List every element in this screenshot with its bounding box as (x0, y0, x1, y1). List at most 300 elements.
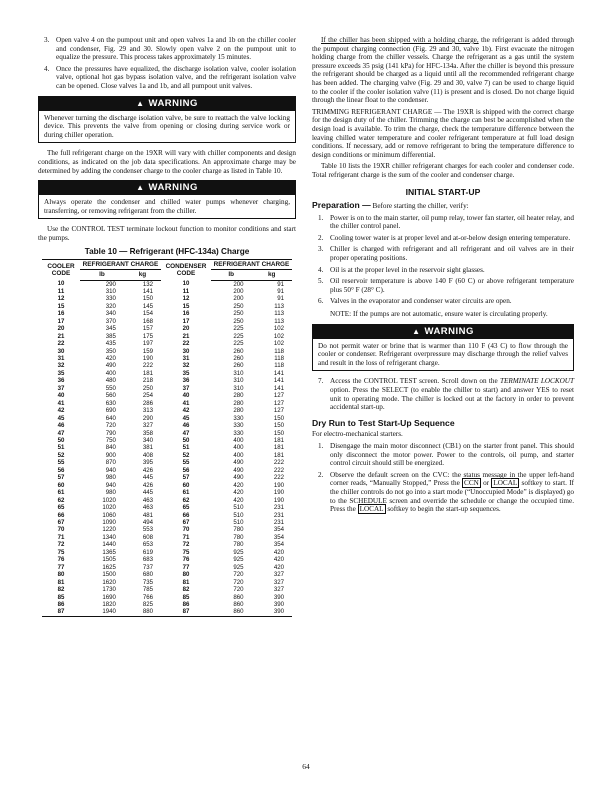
charge-lb-cell: 1020 (102, 504, 116, 512)
charge-kg-cell: 118 (274, 355, 284, 363)
charge-lb-cell: 290 (105, 280, 116, 288)
charge-lb-cell: 870 (105, 459, 116, 467)
charge-kg-cell: 463 (142, 496, 153, 504)
charge-lb-cell: 490 (233, 474, 244, 482)
dry-run-intro: For electro-mechanical starters. (312, 430, 403, 439)
cooler-code-cell: 66 (57, 511, 65, 519)
charge-lb-cell: 860 (211, 608, 252, 616)
charge-kg-cell: 735 (142, 578, 153, 586)
cooler-code-cell: 62 (57, 496, 65, 504)
cooler-code-cell: 12 (57, 295, 65, 303)
charge-lb-cell: 1730 (102, 586, 116, 594)
condenser-code-cell: 82 (182, 586, 190, 594)
list-item: 2. Observe the default screen on the CVC: the status message in the upper left-hand corner reads, “Manually Stopped,” Press the CCN or LOCAL softkey to start. If the chiller controls do not go into a start mode (“Unoccupied Mode” is displayed) go to the SCHEDULE screen and override the schedule or change the occupied time. Press the LOCAL softkey to begin the start-up sequences. (318, 470, 574, 514)
charge-lb-cell: 1940 (80, 608, 124, 616)
dry-run-heading: Dry Run to Test Start-Up Sequence (312, 417, 455, 428)
cooler-code-cell: 67 (57, 519, 65, 526)
cooler-code-cell: 41 (57, 399, 65, 407)
charge-lb-cell: 435 (105, 340, 116, 348)
charge-kg-cell: 358 (142, 429, 153, 437)
charge-lb-cell: 630 (105, 399, 116, 407)
charge-lb-cell: 1090 (102, 519, 116, 526)
charge-lb-cell: 310 (233, 384, 244, 392)
charge-kg-cell: 327 (142, 422, 153, 430)
cooler-code-cell: 11 (57, 287, 65, 295)
cooler-code-cell: 80 (57, 571, 65, 579)
charge-kg-cell: 608 (142, 533, 153, 541)
table-row (42, 519, 292, 526)
charge-kg-cell: 390 (251, 608, 292, 616)
charge-lb-cell: 420 (233, 496, 244, 504)
charge-lb-cell: 780 (233, 541, 244, 549)
condenser-code-cell: 72 (182, 541, 190, 549)
cooler-code-cell: 65 (57, 504, 65, 512)
holding-charge-paragraph: If the chiller has been shipped with a holding charge, the refrigerant is added through the pumpout charging connection (Fig. 29 and 30, valve 1b). First evacuate the nitrogen holding charge from the chiller vessels. Charge the refrigerant as a gas until the system pressure exceeds 35 psig (141 kPa) for HFC-134a. After the chiller is beyond this pressure the refrigerant should be charged as a liquid until all the recommended refrigerant charge has been added. The charging valve (Fig. 29 and 30, valve 7) can be used to charge liquid to the cooler if the cooler isolation valve (11) is present and is closed. Do not charge liquid through the linear float to the condenser. (312, 36, 575, 105)
charge-lb-cell: 340 (105, 310, 116, 318)
charge-lb-cell: 860 (233, 593, 244, 601)
charge-lb-cell: 720 (233, 586, 244, 594)
table-row (42, 459, 292, 466)
table-row (42, 280, 292, 288)
table-row (42, 556, 292, 563)
list-item: 4. Once the pressures have equalized, the discharge isolation valve, cooler isolation valve, optional hot gas bypass isolation valve, and the refrigerant isolation valve can be opened. Close valves 1a and 1b, and all pumpout unit valves. (44, 64, 296, 90)
charge-kg-cell: 150 (273, 414, 284, 422)
condenser-code-cell: 21 (182, 332, 190, 340)
charge-lb-cell: 550 (105, 384, 116, 392)
step-seven-list (312, 377, 574, 411)
charge-lb-cell: 420 (105, 355, 116, 363)
charge-kg-cell: 737 (142, 563, 153, 571)
cooler-code-cell: 47 (57, 429, 65, 437)
charge-lb-cell: 330 (105, 295, 116, 303)
cooler-code-cell: 32 (57, 362, 65, 370)
table-row (42, 362, 292, 369)
charge-kg-cell: 181 (142, 369, 153, 377)
charge-lb-cell: 925 (233, 556, 244, 564)
control-test-paragraph: Use the CONTROL TEST terminate lockout function to monitor conditions and start the pumps. (38, 225, 296, 242)
condenser-code-cell: 10 (182, 280, 190, 288)
table-row (42, 549, 292, 556)
charge-lb-cell: 330 (233, 429, 244, 437)
charge-lb-cell: 330 (233, 414, 244, 422)
table-row (42, 340, 292, 347)
cooler-code-cell: 55 (57, 459, 65, 467)
cooler-code-cell: 42 (57, 407, 65, 415)
charge-kg-cell: 390 (273, 600, 284, 608)
warning-box-isolation-valve (38, 96, 296, 144)
charge-kg-cell: 395 (142, 459, 153, 467)
condenser-code-cell: 66 (182, 511, 190, 519)
charge-kg-cell: 181 (273, 444, 284, 452)
cooler-code-cell: 51 (57, 444, 65, 452)
charge-kg-cell: 420 (273, 556, 284, 564)
charge-kg-cell: 390 (273, 593, 284, 601)
charge-lb-cell: 1500 (102, 571, 116, 579)
charge-kg-cell: 222 (273, 459, 284, 467)
charge-kg-cell: 141 (273, 369, 284, 377)
charge-lb-cell: 510 (233, 519, 244, 526)
condenser-code-cell: 51 (182, 444, 190, 452)
table-row (42, 400, 292, 407)
charge-lb-cell: 400 (233, 451, 244, 459)
list-item: 1. Power is on to the main starter, oil pump relay, tower fan starter, oil heater relay, and the chiller control panel. (318, 213, 574, 231)
table-row (42, 348, 292, 355)
condenser-code-cell: 40 (182, 392, 190, 400)
cooler-code-cell: 45 (57, 414, 65, 422)
condenser-code-cell: 50 (182, 437, 190, 445)
table-row (42, 325, 292, 332)
table-row (42, 295, 292, 302)
list-item: 7. Access the CONTROL TEST screen. Scroll down on the TERMINATE LOCKOUT option. Press the SELECT (to enable the chiller to start) and answer YES to reset unit to operating mode. The chiller is locked out at the factory in order to prevent accidental start-up. (318, 377, 574, 412)
charge-lb-cell: 490 (105, 362, 116, 370)
charge-kg-cell: 327 (273, 578, 284, 586)
charge-lb-cell: 1340 (102, 533, 116, 541)
charge-lb-cell: 1365 (102, 548, 116, 556)
charge-kg-cell: 141 (273, 377, 284, 385)
charge-lb-cell: 690 (105, 407, 116, 415)
charge-lb-cell: 750 (105, 437, 116, 445)
charge-kg-cell: 154 (142, 310, 153, 318)
charge-lb-cell: 400 (233, 437, 244, 445)
charge-lb-cell: 980 (105, 474, 116, 482)
charge-lb-cell: 720 (233, 578, 244, 586)
charge-kg-cell: 175 (142, 332, 153, 340)
charge-kg-cell: 445 (142, 489, 153, 497)
section-title-initial-start-up: INITIAL START-UP (405, 186, 481, 197)
warning-box-water-temperature (312, 324, 574, 372)
charge-lb-cell: 250 (233, 302, 244, 310)
table-row (42, 310, 292, 317)
trimming-paragraph: TRIMMING REFRIGERANT CHARGE — The 19XR is shipped with the correct charge for the design duty of the chiller. Trimming the charge can best be accomplished when the design load is available. To trim the charge, check the temperature difference between the leaving chilled water temperature and cooler refrigerant temperature at full load design conditions. If necessary, add or remove refrigerant to bring the temperature difference to design conditions or minimum differential. (312, 107, 574, 159)
charge-kg-cell: 680 (142, 571, 153, 579)
warning-box-pumps (38, 180, 296, 219)
charge-kg-cell: 354 (273, 526, 284, 534)
list-item: 1. Disengage the main motor disconnect (CB1) on the starter front panel. This should only disconnect the motor power. Power to the controls, oil pump, and starter control circuit should still be energized. (318, 441, 574, 468)
cooler-code-cell: 36 (57, 377, 65, 385)
charge-kg-cell: 150 (273, 422, 284, 430)
cooler-code-cell: 46 (57, 422, 65, 430)
table-row (42, 333, 292, 340)
charge-kg-cell: 290 (142, 414, 153, 422)
charge-kg-cell: 145 (142, 302, 153, 310)
condenser-code-cell: 71 (182, 533, 190, 541)
table-row (42, 385, 292, 392)
left-column (38, 36, 296, 617)
charge-lb-cell: 925 (233, 548, 244, 556)
cooler-code-cell: 86 (57, 600, 65, 608)
charge-lb-cell: 940 (105, 466, 116, 474)
cooler-code-cell: 50 (57, 437, 65, 445)
charge-lb-cell: 320 (105, 302, 116, 310)
charge-kg-cell: 91 (277, 295, 284, 303)
condenser-code-cell: 46 (182, 422, 190, 430)
charge-kg-cell: 445 (142, 474, 153, 482)
charge-lb-cell: 940 (105, 481, 116, 489)
cooler-code-cell: 52 (57, 451, 65, 459)
charge-lb-cell: 1625 (102, 563, 116, 571)
charge-lb-cell: 260 (233, 362, 244, 370)
condenser-code-cell: 52 (182, 451, 190, 459)
charge-kg-cell: 113 (274, 310, 284, 318)
charge-kg-cell: 553 (142, 526, 153, 534)
cooler-code-cell: 22 (57, 340, 65, 348)
charge-kg-cell: 218 (142, 377, 153, 385)
charge-lb-cell: 420 (233, 489, 244, 497)
preparation-checklist (312, 214, 574, 319)
condenser-code-cell: 62 (182, 496, 190, 504)
charge-kg-cell: 132 (142, 280, 153, 288)
charge-lb-cell: 420 (233, 481, 244, 489)
charge-kg-cell: 102 (273, 332, 284, 340)
condenser-code-cell: 12 (182, 295, 190, 303)
charge-lb-cell: 1820 (102, 600, 116, 608)
cooler-code-cell: 35 (57, 369, 65, 377)
charge-kg-cell: 102 (273, 340, 284, 348)
charge-kg-cell: 190 (273, 489, 284, 497)
cooler-code-cell: 77 (57, 563, 65, 571)
charge-lb-cell: 900 (105, 451, 116, 459)
condenser-code-cell: 55 (182, 459, 190, 467)
charge-kg-cell: 91 (277, 280, 284, 288)
charge-kg-cell: 127 (273, 407, 284, 415)
condenser-code-cell: 85 (182, 593, 190, 601)
list-item: 3. Chiller is charged with refrigerant and all refrigerant and oil valves are in their proper operating positions. (318, 245, 574, 263)
charge-paragraph: The full refrigerant charge on the 19XR will vary with chiller components and design conditions, as indicated on the job data specifications. An approximate charge may be determined by adding the condenser charge to the cooler charge as listed in Table 10. (38, 149, 296, 175)
table-row (42, 370, 292, 377)
warning-text: Do not permit water or brine that is warmer than 110 F (43 C) to flow through the cooler or condenser. Refrigerant overpressure may discharge through the relief valves and result in the loss of refrigerant charge. (318, 341, 568, 367)
header-cooler-code: COOLER CODE (42, 260, 80, 280)
header-refrigerant-charge: REFRIGERANT CHARGE (80, 260, 161, 270)
condenser-code-cell: 67 (182, 519, 190, 526)
condenser-code-cell: 61 (182, 489, 190, 497)
charge-lb-cell: 260 (233, 347, 244, 355)
list-item: 3. Open valve 4 on the pumpout unit and open valves 1a and 1b on the chiller cooler and condenser, Fig. 29 and 30. Slowly open valve 2 on the pumpout unit to equalize the pressure. This process takes approximately 15 minutes. (44, 36, 296, 62)
table-row (42, 594, 292, 601)
condenser-code-cell: 30 (182, 347, 190, 355)
charge-lb-cell: 350 (105, 347, 116, 355)
charge-lb-cell: 310 (233, 369, 244, 377)
header-unit-kg: kg (251, 270, 292, 280)
cooler-code-cell: 31 (57, 355, 65, 363)
table-body (42, 280, 292, 616)
warning-triangle-icon: ▲ (136, 183, 145, 193)
table-row (42, 444, 292, 451)
table-row (42, 467, 292, 474)
cooler-code-cell: 56 (57, 466, 65, 474)
cooler-code-cell: 30 (57, 347, 65, 355)
charge-lb-cell: 1440 (102, 541, 116, 549)
table-row (42, 415, 292, 422)
cooler-code-cell: 87 (42, 608, 80, 616)
condenser-code-cell: 81 (182, 578, 190, 586)
table-row (42, 608, 292, 616)
charge-lb-cell: 790 (105, 429, 116, 437)
charge-lb-cell: 330 (233, 422, 244, 430)
cooler-code-cell: 76 (57, 556, 65, 564)
charge-kg-cell: 222 (273, 474, 284, 482)
table-row (42, 504, 292, 511)
condenser-code-cell: 41 (182, 399, 190, 407)
condenser-code-cell: 76 (182, 556, 190, 564)
condenser-code-cell: 11 (182, 287, 190, 295)
table-row (42, 482, 292, 489)
table-row (42, 430, 292, 437)
cooler-code-cell: 21 (57, 332, 65, 340)
charge-kg-cell: 327 (273, 571, 284, 579)
condenser-code-cell: 31 (182, 355, 190, 363)
charge-lb-cell: 490 (233, 466, 244, 474)
charge-kg-cell: 354 (273, 533, 284, 541)
condenser-code-cell: 47 (182, 429, 190, 437)
table-row (42, 601, 292, 608)
charge-kg-cell: 231 (273, 519, 284, 526)
refrigerant-charge-table (42, 259, 292, 617)
charge-kg-cell: 181 (273, 437, 284, 445)
header-unit-kg: kg (124, 270, 161, 280)
condenser-code-cell: 57 (182, 474, 190, 482)
charge-lb-cell: 510 (233, 504, 244, 512)
condenser-code-cell: 22 (182, 340, 190, 348)
page-number: 64 (302, 762, 310, 771)
cooler-code-cell: 57 (57, 474, 65, 482)
charge-lb-cell: 1220 (102, 526, 116, 534)
charge-kg-cell: 141 (273, 384, 284, 392)
header-condenser-code: CONDENSER CODE (161, 260, 211, 280)
charge-kg-cell: 653 (142, 541, 153, 549)
charge-lb-cell: 490 (233, 459, 244, 467)
cooler-code-cell: 10 (57, 280, 65, 288)
charge-kg-cell: 254 (142, 392, 153, 400)
condenser-code-cell: 60 (182, 481, 190, 489)
table-row (42, 541, 292, 548)
warning-header: ▲ WARNING (313, 325, 573, 339)
condenser-code-cell: 70 (182, 526, 190, 534)
local-softkey: LOCAL (359, 505, 384, 514)
charge-lb-cell: 310 (105, 287, 116, 295)
cooler-code-cell: 15 (57, 302, 65, 310)
table-row (42, 526, 292, 533)
warning-header: ▲ WARNING (39, 97, 295, 111)
table-row (42, 288, 292, 295)
charge-lb-cell: 370 (105, 317, 116, 325)
table-row (42, 422, 292, 429)
charge-kg-cell: 426 (142, 481, 153, 489)
warning-text: Always operate the condenser and chilled water pumps whenever charging, transferring, or removing refrigerant from the chiller. (44, 198, 290, 215)
condenser-code-cell: 65 (182, 504, 190, 512)
right-column (312, 36, 574, 517)
charge-kg-cell: 159 (142, 347, 153, 355)
charge-lb-cell: 1020 (102, 496, 116, 504)
charge-lb-cell: 250 (233, 317, 244, 325)
condenser-code-cell: 20 (182, 325, 190, 333)
cooler-code-cell: 85 (57, 593, 65, 601)
cooler-code-cell: 17 (57, 317, 65, 325)
condenser-code-cell: 87 (161, 608, 211, 616)
charge-lb-cell: 225 (233, 325, 244, 333)
charge-kg-cell: 420 (273, 548, 284, 556)
charge-lb-cell: 640 (105, 414, 116, 422)
cooler-code-cell: 60 (57, 481, 65, 489)
table-row (42, 377, 292, 384)
charge-lb-cell: 260 (233, 355, 244, 363)
charge-kg-cell: 190 (273, 481, 284, 489)
condenser-code-cell: 42 (182, 407, 190, 415)
local-softkey: LOCAL (493, 479, 518, 488)
condenser-code-cell: 75 (182, 548, 190, 556)
charge-kg-cell: 766 (142, 593, 153, 601)
cooler-code-cell: 37 (57, 384, 65, 392)
charge-kg-cell: 340 (142, 437, 153, 445)
charge-kg-cell: 785 (142, 586, 153, 594)
condenser-code-cell: 17 (182, 317, 190, 325)
charge-kg-cell: 286 (142, 399, 153, 407)
table-row (42, 534, 292, 541)
charge-kg-cell: 381 (142, 444, 153, 452)
charge-lb-cell: 720 (233, 571, 244, 579)
charge-kg-cell: 463 (142, 504, 153, 512)
list-item: 2. Cooling tower water is at proper level and at-or-below design entering temperature. (318, 233, 571, 242)
table-row (42, 512, 292, 519)
charge-lb-cell: 780 (233, 533, 244, 541)
charge-lb-cell: 310 (233, 377, 244, 385)
cooler-code-cell: 72 (57, 541, 65, 549)
charge-kg-cell: 481 (142, 511, 153, 519)
charge-lb-cell: 280 (233, 407, 244, 415)
charge-kg-cell: 127 (273, 392, 284, 400)
charge-lb-cell: 400 (105, 369, 116, 377)
charge-lb-cell: 925 (233, 563, 244, 571)
charge-lb-cell: 225 (233, 340, 244, 348)
table-row (42, 407, 292, 414)
table-row (42, 474, 292, 481)
charge-kg-cell: 327 (273, 586, 284, 594)
condenser-code-cell: 36 (182, 377, 190, 385)
charge-lb-cell: 280 (233, 399, 244, 407)
charge-kg-cell: 250 (142, 384, 153, 392)
charge-lb-cell: 980 (105, 489, 116, 497)
table-reference-paragraph: Table 10 lists the 19XR chiller refrigerant charges for each cooler and condenser code. Total refrigerant charge is the sum of the cooler and condenser charge. (312, 162, 574, 179)
charge-lb-cell: 200 (233, 287, 244, 295)
cooler-code-cell: 82 (57, 586, 65, 594)
charge-kg-cell: 222 (142, 362, 153, 370)
charge-kg-cell: 190 (142, 355, 153, 363)
charge-lb-cell: 1060 (102, 511, 116, 519)
table-title: Table 10 — Refrigerant (HFC-134a) Charge (84, 246, 250, 256)
cooler-code-cell: 16 (57, 310, 65, 318)
cooler-code-cell: 20 (57, 325, 65, 333)
table-row (42, 564, 292, 571)
charge-kg-cell: 426 (142, 466, 153, 474)
charge-kg-cell: 231 (273, 504, 284, 512)
table-row (42, 437, 292, 444)
charge-kg-cell: 494 (142, 519, 153, 526)
warning-triangle-icon: ▲ (136, 98, 145, 108)
charge-kg-cell: 313 (142, 407, 153, 415)
condenser-code-cell: 45 (182, 414, 190, 422)
header-unit-lb: lb (211, 270, 252, 280)
pumpout-steps-list (38, 36, 296, 91)
charge-lb-cell: 225 (233, 332, 244, 340)
cooler-code-cell: 70 (57, 526, 65, 534)
table-row (42, 497, 292, 504)
charge-kg-cell: 354 (273, 541, 284, 549)
charge-kg-cell: 181 (273, 451, 284, 459)
charge-kg-cell: 619 (142, 548, 153, 556)
list-item: 4. Oil is at the proper level in the reservoir sight glasses. (318, 265, 485, 274)
cooler-code-cell: 61 (57, 489, 65, 497)
charge-lb-cell: 780 (233, 526, 244, 534)
condenser-code-cell: 37 (182, 384, 190, 392)
